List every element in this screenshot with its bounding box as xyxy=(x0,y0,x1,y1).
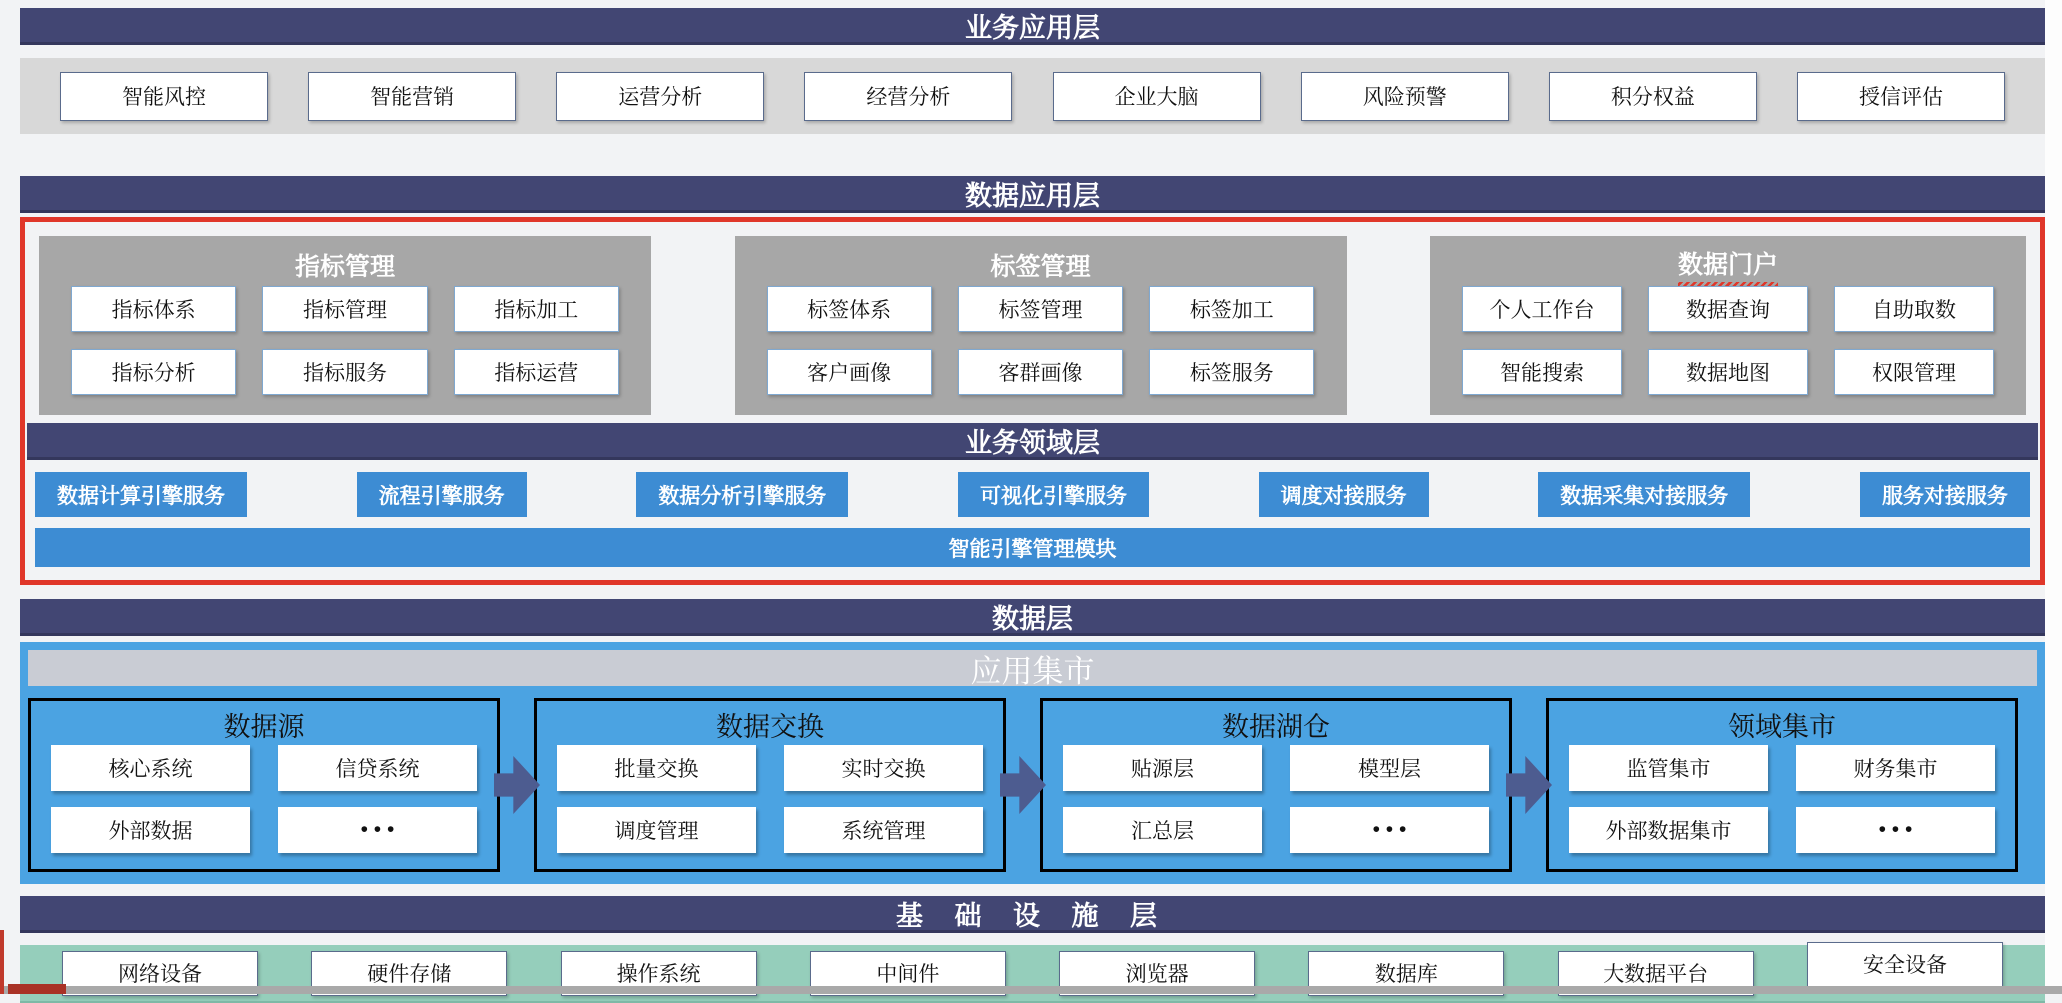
domain-mart-tile: 财务集市 xyxy=(1796,745,1995,791)
engine-service-tile: 调度对接服务 xyxy=(1259,472,1429,517)
application-mart-container xyxy=(20,642,2045,884)
engine-management-module-bar: 智能引擎管理模块 xyxy=(35,528,2030,567)
business-app-band xyxy=(20,58,2045,134)
infrastructure-tile: 操作系统 xyxy=(561,951,757,996)
tag-tile: 标签管理 xyxy=(958,286,1123,332)
data-source-grid xyxy=(51,745,477,853)
tag-tile: 标签体系 xyxy=(767,286,932,332)
tag-tile: 客户画像 xyxy=(767,349,932,395)
data-exchange-tile: 调度管理 xyxy=(557,807,756,853)
business-app-tile: 授信评估 xyxy=(1797,72,2005,121)
data-exchange-tile: 批量交换 xyxy=(557,745,756,791)
data-lakehouse-tile: 贴源层 xyxy=(1063,745,1262,791)
engine-service-tile: 服务对接服务 xyxy=(1860,472,2030,517)
data-source-tile: 信贷系统 xyxy=(278,745,477,791)
panel-title-text: 标签管理 xyxy=(990,253,1091,281)
business-app-tile: 积分权益 xyxy=(1549,72,1757,121)
data-source-tile: 外部数据 xyxy=(51,807,250,853)
layer-header-infrastructure: 基 础 设 施 层 xyxy=(20,896,2045,933)
domain-mart-grid xyxy=(1569,745,1995,853)
indicator-tile: 指标分析 xyxy=(71,349,236,395)
right-edge-strip xyxy=(2045,0,2062,994)
data-lakehouse-tile: 模型层 xyxy=(1290,745,1489,791)
panel-title-indicator-management xyxy=(39,244,651,286)
portal-tile: 权限管理 xyxy=(1834,349,1994,395)
portal-tile: 数据地图 xyxy=(1648,349,1808,395)
tag-tile: 客群画像 xyxy=(958,349,1123,395)
business-app-tile: 风险预警 xyxy=(1301,72,1509,121)
business-app-tile: 智能营销 xyxy=(308,72,516,121)
tag-grid xyxy=(735,286,1347,395)
panel-data-lakehouse xyxy=(1040,698,1512,872)
layer-header-business-app: 业务应用层 xyxy=(20,8,2045,45)
panel-domain-mart xyxy=(1546,698,2018,872)
engine-service-tile: 可视化引擎服务 xyxy=(958,472,1149,517)
infrastructure-tile: 安全设备 xyxy=(1807,942,2003,987)
panel-title-data-portal xyxy=(1430,244,2026,286)
portal-tile: 个人工作台 xyxy=(1462,286,1622,332)
indicator-tile: 指标服务 xyxy=(262,349,427,395)
panel-title-data-source: 数据源 xyxy=(223,711,305,742)
panel-title-domain-mart: 领域集市 xyxy=(1728,711,1836,742)
layer-header-data: 数据层 xyxy=(20,599,2045,636)
data-app-section xyxy=(20,217,2045,585)
data-exchange-grid xyxy=(557,745,983,853)
portal-tile: 智能搜索 xyxy=(1462,349,1622,395)
application-mart-title: 应用集市 xyxy=(28,650,2037,686)
indicator-tile: 指标体系 xyxy=(71,286,236,332)
data-source-tile: 核心系统 xyxy=(51,745,250,791)
data-exchange-tile: 实时交换 xyxy=(784,745,983,791)
data-app-panels xyxy=(39,236,2026,415)
infrastructure-tile: 硬件存储 xyxy=(311,951,507,996)
layer-header-business-domain: 业务领域层 xyxy=(27,423,2038,460)
panel-title-text: 指标管理 xyxy=(294,253,395,281)
panel-title-data-lakehouse: 数据湖仓 xyxy=(1222,711,1330,742)
data-lakehouse-grid xyxy=(1063,745,1489,853)
bottom-gray-strip xyxy=(0,986,2062,994)
left-red-accent xyxy=(0,930,4,994)
engine-service-tile: 流程引擎服务 xyxy=(357,472,527,517)
panel-data-source xyxy=(28,698,500,872)
panel-indicator-management xyxy=(39,236,651,415)
infrastructure-band xyxy=(20,945,2045,1003)
architecture-diagram xyxy=(20,0,2045,1003)
infrastructure-tile: 浏览器 xyxy=(1059,951,1255,996)
infrastructure-tile: 中间件 xyxy=(810,951,1006,996)
data-lakehouse-tile: • • • xyxy=(1290,807,1489,853)
data-lakehouse-tile: 汇总层 xyxy=(1063,807,1262,853)
business-app-tile: 企业大脑 xyxy=(1053,72,1261,121)
engine-service-tile: 数据分析引擎服务 xyxy=(636,472,848,517)
engine-service-tile: 数据采集对接服务 xyxy=(1538,472,1750,517)
business-app-tile: 经营分析 xyxy=(804,72,1012,121)
portal-tile: 自助取数 xyxy=(1834,286,1994,332)
tag-tile: 标签服务 xyxy=(1149,349,1314,395)
engine-service-tile: 数据计算引擎服务 xyxy=(35,472,247,517)
layer-header-data-app: 数据应用层 xyxy=(20,176,2045,213)
indicator-tile: 指标运营 xyxy=(454,349,619,395)
panel-title-tag-management xyxy=(735,244,1347,286)
panel-data-exchange xyxy=(534,698,1006,872)
infrastructure-tile: 大数据平台 xyxy=(1558,951,1754,996)
data-source-tile: • • • xyxy=(278,807,477,853)
portal-grid xyxy=(1430,286,2026,395)
mart-panels-row xyxy=(28,698,2037,872)
bottom-red-accent xyxy=(8,984,66,994)
infrastructure-tile: 网络设备 xyxy=(62,951,258,996)
domain-mart-tile: 监管集市 xyxy=(1569,745,1768,791)
business-app-tile: 运营分析 xyxy=(556,72,764,121)
indicator-grid xyxy=(39,286,651,395)
indicator-tile: 指标加工 xyxy=(454,286,619,332)
infrastructure-tile: 数据库 xyxy=(1308,951,1504,996)
portal-tile: 数据查询 xyxy=(1648,286,1808,332)
tag-tile: 标签加工 xyxy=(1149,286,1314,332)
domain-mart-tile: 外部数据集市 xyxy=(1569,807,1768,853)
engine-services-row xyxy=(35,472,2030,517)
panel-tag-management xyxy=(735,236,1347,415)
panel-data-portal xyxy=(1430,236,2026,415)
business-app-tile: 智能风控 xyxy=(60,72,268,121)
panel-title-data-exchange: 数据交换 xyxy=(716,711,824,742)
data-exchange-tile: 系统管理 xyxy=(784,807,983,853)
spellcheck-squiggle-text: 数据门户 xyxy=(1678,245,1778,286)
domain-mart-tile: • • • xyxy=(1796,807,1995,853)
indicator-tile: 指标管理 xyxy=(262,286,427,332)
